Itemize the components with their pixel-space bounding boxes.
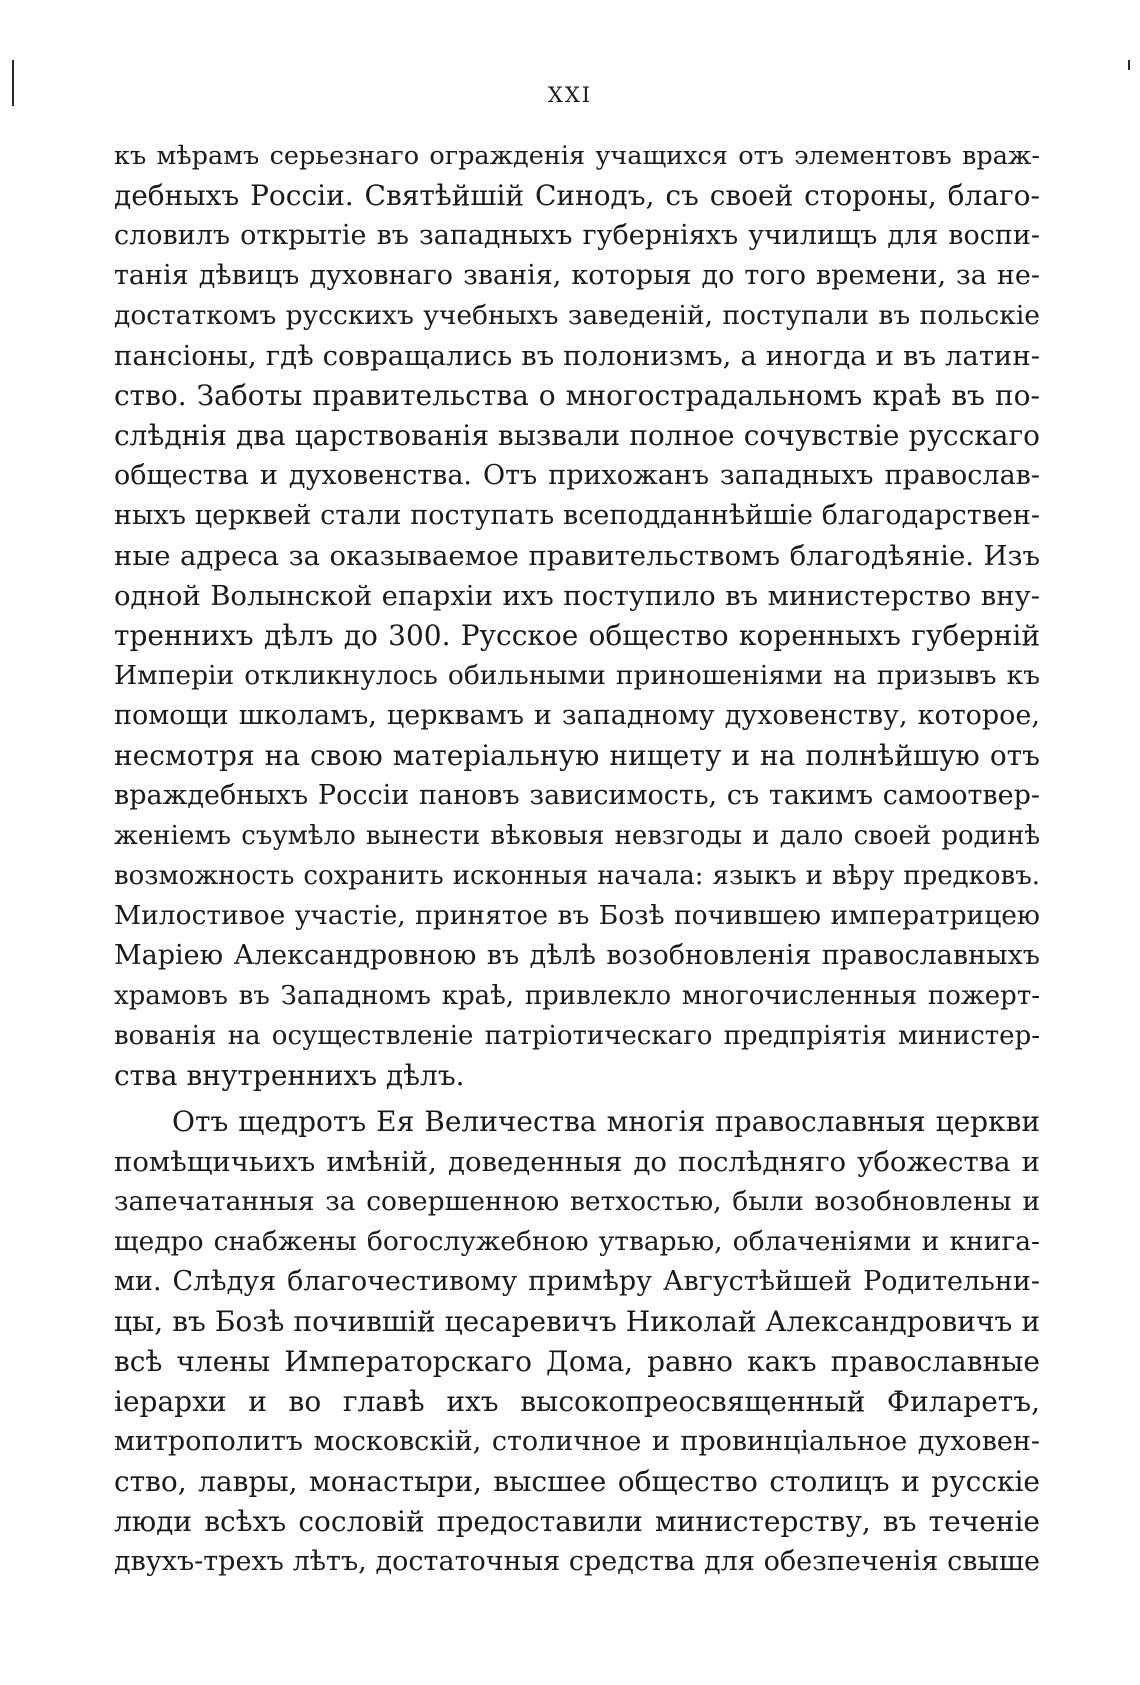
- text-line: вованія на осуществленіе патріотическаго предпріятія министер-: [114, 1021, 1040, 1051]
- text-line: пансіоны, гдѣ совращались въ полонизмъ, а иногда и въ латин-: [114, 340, 1040, 372]
- text-line: возможность сохранить исконныя начала: языкъ и вѣру предковъ.: [114, 861, 1040, 891]
- text-line: всѣ члены Императорскаго Дома, равно какъ православные: [114, 1345, 1040, 1378]
- text-line: помѣщичьихъ имѣній, доведенныя до послѣдняго убожества и: [114, 1146, 1040, 1178]
- text-line: ства внутреннихъ дѣлъ.: [114, 1059, 465, 1092]
- text-line: двухъ-трехъ лѣтъ, достаточныя средства для обезпеченія свыше: [114, 1546, 1040, 1577]
- text-line: одной Волынской епархіи ихъ поступило въ министерство вну-: [114, 580, 1040, 612]
- page-number: XXI: [547, 83, 593, 107]
- text-line: ство. Заботы правительства о многострадальномъ краѣ въ по-: [114, 379, 1040, 412]
- text-line: Отъ щедротъ Ея Величества многія православныя церкви: [172, 1105, 1040, 1138]
- text-line: ныхъ церквей стали поступать всеподданнѣйшіе благодарствен-: [114, 500, 1040, 531]
- paragraph-1: [114, 136, 1040, 1096]
- text-line: треннихъ дѣлъ до 300. Русское общество коренныхъ губерній: [114, 619, 1040, 652]
- text-line: митрополитъ московскій, столичное и провинціальное духовен-: [114, 1426, 1040, 1457]
- text-line: танія дѣвицъ духовнаго званія, которыя до того времени, за не-: [114, 260, 1040, 291]
- text-line: къ мѣрамъ серьезнаго огражденія учащихся отъ элементовъ враж-: [114, 141, 1040, 171]
- text-line: помощи школамъ, церквамъ и западному духовенству, которое,: [114, 700, 1040, 731]
- text-line: ные адреса за оказываемое правительствомъ благодѣяніе. Изъ: [114, 540, 1040, 572]
- text-line: дебныхъ Россіи. Святѣйшій Синодъ, съ своей стороны, благо-: [114, 179, 1040, 212]
- text-line: щедро снабжены богослужебною утварью, облаченіями и книга-: [114, 1226, 1040, 1257]
- text-line: іерархи и во главѣ ихъ высокопреосвященный Филаретъ,: [114, 1385, 1040, 1418]
- text-line: Имперіи откликнулось обильными приношеніями на призывъ къ: [114, 660, 1040, 691]
- text-line: достаткомъ русскихъ учебныхъ заведеній, поступали въ польскіе: [114, 300, 1040, 331]
- text-line: запечатанныя за совершенною ветхостью, были возобновлены и: [114, 1186, 1040, 1217]
- text-line: ми. Слѣдуя благочестивому примѣру Августѣйшей Родительни-: [114, 1266, 1040, 1297]
- text-line: храмовъ въ Западномъ краѣ, привлекло многочисленныя пожерт-: [114, 981, 1040, 1011]
- text-line: цы, въ Бозѣ почившій цесаревичъ Николай Александровичъ и: [114, 1305, 1040, 1338]
- text-line: несмотря на свою матеріальную нищету и на полнѣйшую отъ: [114, 739, 1040, 772]
- corner-scan-mark: [1128, 60, 1130, 70]
- body-text: [114, 136, 1040, 1582]
- text-line: женіемъ съумѣло вынести вѣковыя невзгоды и дало своей родинѣ: [114, 821, 1040, 851]
- text-line: общества и духовенства. Отъ прихожанъ западныхъ православ-: [114, 460, 1040, 491]
- text-line: Маріею Александровною въ дѣлѣ возобновленія православныхъ: [114, 940, 1040, 971]
- text-line: словилъ открытіе въ западныхъ губерніяхъ училищъ для воспи-: [114, 220, 1040, 251]
- text-line: ство, лавры, монастыри, высшее общество столицъ и русскіе: [114, 1465, 1040, 1498]
- text-line: Милостивое участіе, принятое въ Бозѣ почившею императрицею: [114, 900, 1040, 931]
- text-line: люди всѣхъ сословій предоставили министерству, въ теченіе: [114, 1505, 1040, 1538]
- text-line: слѣднія два царствованія вызвали полное сочувствіе русскаго: [114, 419, 1040, 452]
- text-line: враждебныхъ Россіи пановъ зависимость, съ такимъ самоотвер-: [114, 780, 1040, 811]
- paragraph-2: [114, 1102, 1040, 1582]
